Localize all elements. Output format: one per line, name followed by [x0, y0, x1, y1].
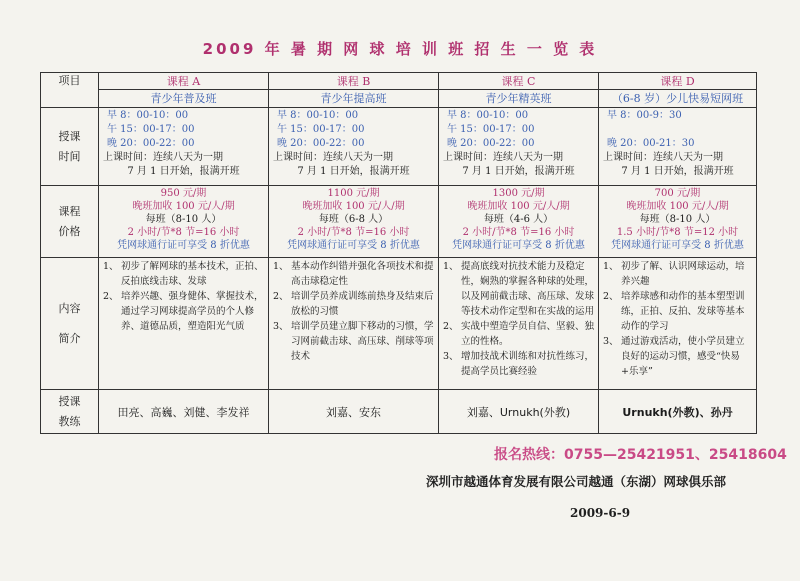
course-d-class: （6-8 岁）少儿快易短网班 [599, 89, 756, 106]
coach-b: 刘嘉、安东 [269, 390, 439, 434]
intro-label [41, 258, 99, 390]
course-b-header [269, 73, 439, 108]
intro-d [599, 258, 757, 390]
issue-date: 2009-6-9 [570, 506, 631, 520]
price-d-discount: 凭网球通行证可享受 8 折优惠 [611, 240, 744, 251]
intro-b-1-text: 基本动作纠错并强化各项技术和提高击球稳定性 [291, 261, 434, 287]
schedule-d-note1: 上课时间：连续八天为一期 [603, 152, 723, 163]
price-b-evening: 晚班加收 100 元/人/期 [302, 201, 405, 212]
project-label: 项目 [41, 73, 99, 108]
course-b-class: 青少年提高班 [269, 89, 438, 106]
intro-c-2-num: 2、 [443, 321, 459, 332]
intro-b [269, 258, 439, 390]
price-d-fee: 700 元/期 [654, 188, 701, 199]
schedule-row [41, 108, 757, 186]
price-label [41, 186, 99, 258]
price-d-hours: 1.5 小时/节*8 节=12 小时 [616, 227, 739, 238]
price-c [439, 186, 599, 258]
price-label-line2: 价格 [58, 224, 81, 238]
intro-d-item [603, 334, 752, 379]
schedule-a-morning: 早 8：00-10：00 [107, 110, 189, 121]
intro-b-3-text: 培训学员建立脚下移动的习惯，学习网前截击球、高压球、削球等项技术 [291, 321, 434, 362]
price-label-line1: 课程 [58, 204, 81, 218]
schedule-a [99, 108, 269, 186]
intro-b-3-num: 3、 [273, 321, 289, 332]
course-d-header [599, 73, 757, 108]
schedule-b-morning: 早 8：00-10：00 [277, 110, 359, 121]
price-a-discount: 凭网球通行证可享受 8 折优惠 [117, 240, 250, 251]
schedule-c-evening: 晚 20：00-22：00 [447, 138, 535, 149]
intro-d-2-num: 2、 [603, 291, 619, 302]
price-row [41, 186, 757, 258]
intro-d-1-num: 1、 [603, 261, 619, 272]
price-c-size: 每班（4-6 人） [483, 214, 554, 225]
coach-label [41, 390, 99, 434]
price-d-evening: 晚班加收 100 元/人/期 [626, 201, 729, 212]
coach-a: 田亮、高巍、刘健、李发祥 [99, 390, 269, 434]
price-b-fee: 1100 元/期 [327, 188, 380, 199]
schedule-a-note1: 上课时间：连续八天为一期 [103, 152, 223, 163]
schedule-label [41, 108, 99, 186]
schedule-d-noon [603, 123, 752, 137]
price-b-size: 每班（6-8 人） [318, 214, 389, 225]
price-b [269, 186, 439, 258]
price-c-hours: 2 小时/节*8 节=16 小时 [462, 227, 575, 238]
price-a-fee: 950 元/期 [160, 188, 207, 199]
intro-a-2-num: 2、 [103, 291, 119, 302]
intro-c-3-num: 3、 [443, 351, 459, 362]
schedule-label-line1: 授课 [58, 129, 81, 143]
price-c-evening: 晚班加收 100 元/人/期 [467, 201, 570, 212]
intro-a-item [103, 289, 264, 334]
intro-c [439, 258, 599, 390]
price-a-hours: 2 小时/节*8 节=16 小时 [127, 227, 240, 238]
schedule-a-evening: 晚 20：00-22：00 [107, 138, 195, 149]
course-c-name: 课程 C [501, 75, 536, 88]
intro-label-line1: 内容 [58, 301, 81, 315]
coach-label-line2: 教练 [58, 414, 81, 428]
schedule-a-noon: 午 15：00-17：00 [107, 124, 195, 135]
organizer: 深圳市越通体育发展有限公司越通（东湖）网球俱乐部 [426, 474, 727, 489]
hotline: 报名热线：0755—25421951、25418604 [494, 447, 787, 463]
intro-c-1-num: 1、 [443, 261, 459, 272]
course-c-header [439, 73, 599, 108]
intro-c-item [443, 319, 594, 349]
intro-b-2-num: 2、 [273, 291, 289, 302]
intro-c-2-text: 实战中塑造学员自信、坚毅、独立的性格。 [461, 321, 595, 347]
intro-row [41, 258, 757, 390]
schedule-c-note2: 7 月 1 日开始，报满开班 [462, 166, 575, 177]
header-row [41, 73, 757, 108]
schedule-d-evening: 晚 20：00-21：30 [607, 138, 695, 149]
schedule-c [439, 108, 599, 186]
intro-b-2-text: 培训学员养成训练前热身及结束后放松的习惯 [291, 291, 434, 317]
price-b-discount: 凭网球通行证可享受 8 折优惠 [287, 240, 420, 251]
intro-a-2-text: 培养兴趣、强身健体、掌握技术，通过学习网球提高学员的个人修养、道德品质，塑造阳光气质 [121, 291, 264, 332]
price-b-hours: 2 小时/节*8 节=16 小时 [297, 227, 410, 238]
schedule-b-note1: 上课时间：连续八天为一期 [273, 152, 393, 163]
intro-a-1-num: 1、 [103, 261, 119, 272]
price-a-size: 每班（8-10 人） [145, 214, 222, 225]
schedule-label-line2: 时间 [58, 149, 81, 163]
coach-d: Urnukh(外教)、孙丹 [599, 390, 757, 434]
page-title: 2009 年 暑 期 网 球 培 训 班 招 生 一 览 表 [202, 40, 598, 58]
intro-d-3-num: 3、 [603, 336, 619, 347]
course-c-class: 青少年精英班 [439, 89, 598, 106]
schedule-d-note2: 7 月 1 日开始，报满开班 [621, 166, 734, 177]
schedule-c-noon: 午 15：00-17：00 [447, 124, 535, 135]
course-a-class: 青少年普及班 [99, 89, 268, 106]
intro-c-1-text: 提高底线对抗技术能力及稳定性，娴熟的掌握各种球的处理，以及网前截击球、高压球、发球等技术动作定型和在实战的运用 [461, 261, 595, 317]
schedule-a-note2: 7 月 1 日开始，报满开班 [127, 166, 240, 177]
coach-row [41, 390, 757, 434]
coach-label-line1: 授课 [58, 394, 81, 408]
schedule-b-note2: 7 月 1 日开始，报满开班 [297, 166, 410, 177]
intro-c-item [443, 259, 594, 319]
intro-c-3-text: 增加技战术训练和对抗性练习，提高学员比赛经验 [461, 351, 595, 377]
intro-d-1-text: 初步了解、认识网球运动，培养兴趣 [621, 261, 745, 287]
schedule-b [269, 108, 439, 186]
price-d-size: 每班（8-10 人） [639, 214, 716, 225]
intro-a-item [103, 259, 264, 289]
intro-d-item [603, 259, 752, 289]
schedule-b-noon: 午 15：00-17：00 [277, 124, 365, 135]
intro-b-1-num: 1、 [273, 261, 289, 272]
schedule-c-note1: 上课时间：连续八天为一期 [443, 152, 563, 163]
course-a-name: 课程 A [166, 75, 201, 88]
intro-d-2-text: 培养球感和动作的基本塑型训练，正拍、反拍、发球等基本动作的学习 [621, 291, 745, 332]
intro-a [99, 258, 269, 390]
schedule-c-morning: 早 8：00-10：00 [447, 110, 529, 121]
intro-a-1-text: 初步了解网球的基本技术，正拍、反拍底线击球、发球 [121, 261, 264, 287]
course-d-name: 课程 D [660, 75, 695, 88]
schedule-d [599, 108, 757, 186]
intro-d-item [603, 289, 752, 334]
intro-d-3-text: 通过游戏活动，使小学员建立良好的运动习惯，感受“快易+乐享” [621, 336, 745, 377]
intro-c-item [443, 349, 594, 379]
schedule-b-evening: 晚 20：00-22：00 [277, 138, 365, 149]
intro-b-item [273, 259, 434, 289]
price-a-evening: 晚班加收 100 元/人/期 [132, 201, 235, 212]
price-c-discount: 凭网球通行证可享受 8 折优惠 [452, 240, 585, 251]
intro-b-item [273, 319, 434, 364]
intro-label-line2: 简介 [58, 331, 81, 345]
enrollment-table [40, 72, 757, 434]
price-d [599, 186, 757, 258]
course-a-header [99, 73, 269, 108]
intro-b-item [273, 289, 434, 319]
price-a [99, 186, 269, 258]
coach-c: 刘嘉、Urnukh(外教) [439, 390, 599, 434]
schedule-d-morning: 早 8：00-9：30 [607, 110, 682, 121]
course-b-name: 课程 B [336, 75, 371, 88]
price-c-fee: 1300 元/期 [492, 188, 545, 199]
